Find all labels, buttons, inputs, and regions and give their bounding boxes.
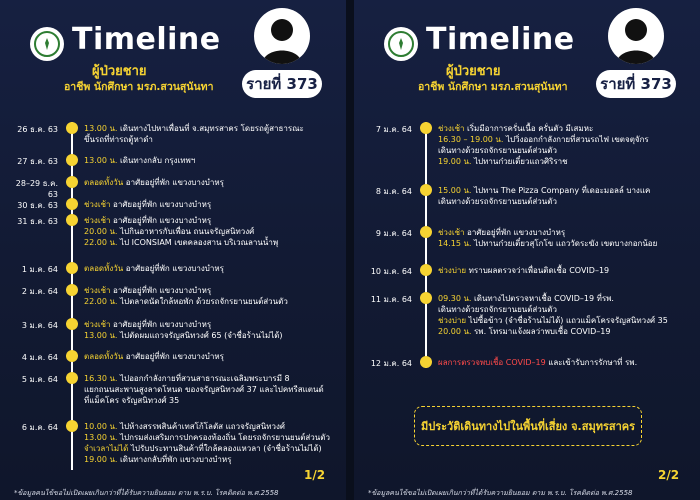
time-highlight: ช่วงเช้า — [84, 216, 111, 225]
description-line — [438, 315, 668, 326]
time-highlight: 16.30 น. — [84, 374, 118, 383]
page-number: 1/2 — [304, 468, 326, 482]
patient-occupation: อาชีพ นักศึกษา มรภ.สวนสุนันทา — [64, 81, 214, 93]
description-line — [84, 454, 330, 465]
timeline-panel-1 — [0, 0, 346, 500]
event-description — [84, 123, 304, 145]
timeline-dot-icon — [420, 122, 432, 134]
timeline-dot-icon — [66, 420, 78, 432]
description-text: อาศัยอยู่ที่พัก แขวงบางบำหรุ — [110, 216, 212, 225]
time-highlight: 09.30 น. — [438, 294, 472, 303]
description-text: ที่แม็คโคร จรัญสนิทวงศ์ 35 — [84, 396, 180, 405]
description-text: ไปออกกำลังกายที่สวนสาธารณะเฉลิมพระบารมี 8 — [117, 374, 290, 383]
description-text: ขึ้นรถที่ท่ารถตู้หาดำ — [84, 135, 153, 144]
event-description — [84, 351, 224, 362]
timeline-dot-icon — [66, 318, 78, 330]
time-highlight: ช่วงเช้า — [84, 320, 111, 329]
event-description — [84, 373, 324, 406]
event-date: 2 ม.ค. 64 — [21, 287, 58, 296]
time-highlight: ช่วงเช้า — [84, 286, 111, 295]
description-line — [84, 432, 330, 443]
description-line — [438, 326, 668, 337]
description-text: อาศัยอยู่ที่พัก แขวงบางบำหรุ — [464, 228, 566, 237]
description-text: ไป ICONSIAM เขตคลองสาน บริเวณลานน้ำพุ — [117, 238, 279, 247]
page-title: Timeline — [426, 22, 575, 57]
timeline-dot-icon — [66, 262, 78, 274]
event-date: 5 ม.ค. 64 — [21, 375, 58, 384]
description-line — [84, 134, 304, 145]
event-description — [438, 123, 649, 167]
event-date: 28–29 ธ.ค. 63 — [15, 179, 58, 199]
description-text: เดินทางกลับที่พัก แขวงบางบำหรุ — [117, 455, 232, 464]
description-text: ไปวิ่งออกกำลังกายที่สวนรถไฟ เขตจตุจักร — [503, 135, 649, 144]
avatar-icon — [254, 8, 310, 64]
event-date: 4 ม.ค. 64 — [21, 353, 58, 362]
event-description — [84, 199, 211, 210]
description-line — [438, 293, 668, 304]
timeline-dot-icon — [66, 372, 78, 384]
event-date: 6 ม.ค. 64 — [21, 423, 58, 432]
timeline-dot-icon — [66, 176, 78, 188]
description-text: เดินทางไปหาเพื่อนที่ จ.สมุทรสาคร โดยรถตู้สาธารณะ — [117, 124, 304, 133]
timeline-dot-icon — [66, 122, 78, 134]
description-line — [84, 351, 224, 362]
event-description — [438, 293, 668, 337]
time-highlight: 13.00 น. — [84, 156, 118, 165]
event-date: 9 ม.ค. 64 — [375, 229, 412, 238]
event-description — [84, 421, 330, 465]
description-line — [84, 237, 278, 248]
timeline-line — [425, 122, 427, 368]
hospital-logo — [30, 27, 64, 61]
event-description — [84, 155, 195, 166]
event-date: 31 ธ.ค. 63 — [17, 217, 58, 226]
case-number-badge: รายที่ 373 — [596, 70, 676, 98]
event-date: 30 ธ.ค. 63 — [17, 201, 58, 210]
description-line — [84, 443, 330, 454]
time-highlight: ช่วงเช้า — [438, 124, 465, 133]
time-highlight: 19.00 น. — [438, 157, 472, 166]
time-highlight: 22.00 น. — [84, 238, 118, 247]
patient-occupation: อาชีพ นักศึกษา มรภ.สวนสุนันทา — [418, 81, 568, 93]
description-text: เดินทางด้วยรถจักรยานยนต์ส่วนตัว — [438, 197, 557, 206]
time-highlight: ช่วงบ่าย — [438, 266, 467, 275]
description-text: ไปตัดผมแถวจรัญสนิทวงศ์ 65 (จำชื่อร้านไม่ได้) — [117, 331, 283, 340]
description-text: อาศัยอยู่ที่พัก แขวงบางบำหรุ — [123, 264, 224, 273]
description-line — [84, 296, 288, 307]
description-line — [438, 123, 649, 134]
time-highlight: ตลอดทั้งวัน — [84, 352, 124, 361]
event-description — [84, 263, 224, 274]
event-description — [84, 319, 283, 341]
event-description — [84, 215, 278, 248]
description-text: อาศัยอยู่ที่พัก แขวงบางบำหรุ — [110, 200, 212, 209]
time-highlight: 16.30 – 19.00 น. — [438, 135, 504, 144]
description-text: ไปทานก๋วยเตี๋ยวสุโกโข แถววัดระฆัง เขตบางกอกน้อย — [471, 239, 658, 248]
timeline-dot-icon — [66, 214, 78, 226]
timeline-dot-icon — [420, 356, 432, 368]
description-line — [84, 384, 324, 395]
description-line — [438, 196, 650, 207]
description-text: ไปตลาดนัดใกล้หอพัก ด้วยรถจักรยานยนต์ส่วนตัว — [117, 297, 288, 306]
timeline-dot-icon — [66, 154, 78, 166]
page-number: 2/2 — [658, 468, 680, 482]
timeline-dot-icon — [420, 184, 432, 196]
event-description — [84, 177, 224, 188]
description-text: ไปทาน The Pizza Company ที่เดอะมอลล์ บางแค — [471, 186, 651, 195]
description-text: และเข้ารับการรักษาที่ รพ. — [545, 358, 638, 367]
description-line — [84, 285, 288, 296]
patient-label: ผู้ป่วยชาย — [446, 64, 501, 79]
timeline-dot-icon — [420, 226, 432, 238]
description-line — [438, 357, 637, 368]
event-description — [438, 265, 609, 276]
time-highlight: ตลอดทั้งวัน — [84, 264, 124, 273]
time-highlight: 19.00 น. — [84, 455, 118, 464]
page-title: Timeline — [72, 22, 221, 57]
description-line — [438, 238, 657, 249]
event-date: 27 ธ.ค. 63 — [17, 157, 58, 166]
event-description — [438, 227, 657, 249]
time-highlight: 13.00 น. — [84, 331, 118, 340]
description-text: ไปกรมส่งเสริมการปกครองท้องถิ่น โดยรถจักรยานยนต์ส่วนตัว — [117, 433, 330, 442]
time-highlight: 20.00 น. — [84, 227, 118, 236]
patient-label: ผู้ป่วยชาย — [92, 64, 147, 79]
event-description — [438, 357, 637, 368]
event-date: 11 ม.ค. 64 — [370, 295, 412, 304]
description-line — [84, 421, 330, 432]
description-line — [84, 373, 324, 384]
event-date: 3 ม.ค. 64 — [21, 321, 58, 330]
event-date: 10 ม.ค. 64 — [370, 267, 412, 276]
description-text: ไปกินอาหารกับเพื่อน ถนนจรัญสนิทวงศ์ — [117, 227, 255, 236]
event-description — [84, 285, 288, 307]
time-highlight: ตลอดทั้งวัน — [84, 178, 124, 187]
timeline-line — [71, 122, 73, 470]
description-line — [438, 304, 668, 315]
time-highlight: 13.00 น. — [84, 433, 118, 442]
description-text: อาศัยอยู่ที่พัก แขวงบางบำหรุ — [110, 286, 212, 295]
description-text: ไปซื้อข้าว (จำชื่อร้านไม่ได้) แถวแม็คโครจรัญสนิทวงศ์ 35 — [466, 316, 668, 325]
description-line — [84, 215, 278, 226]
description-line — [84, 199, 211, 210]
description-line — [438, 145, 649, 156]
description-line — [84, 319, 283, 330]
footnote: *ข้อมูลคนไข้ขอไม่เปิดเผยเกินกว่าที่ได้รับความยินยอม ตาม พ.ร.บ. โรคติดต่อ พ.ศ.2558 — [368, 489, 633, 497]
timeline-dot-icon — [420, 292, 432, 304]
description-text: อาศัยอยู่ที่พัก แขวงบางบำหรุ — [123, 178, 224, 187]
description-text: เดินทางด้วยรถจักรยานยนต์ส่วนตัว — [438, 146, 557, 155]
case-number-badge: รายที่ 373 — [242, 70, 322, 98]
footnote: *ข้อมูลคนไข้ขอไม่เปิดเผยเกินกว่าที่ได้รับความยินยอม ตาม พ.ร.บ. โรคติดต่อ พ.ศ.2558 — [14, 489, 279, 497]
time-highlight: ช่วงบ่าย — [438, 316, 467, 325]
description-text: ไปทานก๋วยเตี๋ยวแถวศิริราช — [471, 157, 568, 166]
description-line — [84, 263, 224, 274]
description-line — [84, 226, 278, 237]
time-highlight: 10.00 น. — [84, 422, 118, 431]
description-line — [438, 156, 649, 167]
description-text: เริ่มมีอาการครั่นเนื้อ ครั่นตัว มีเสมหะ — [464, 124, 594, 133]
time-highlight: 22.00 น. — [84, 297, 118, 306]
event-date: 12 ม.ค. 64 — [370, 359, 412, 368]
time-highlight: 15.00 น. — [438, 186, 472, 195]
avatar-icon — [608, 8, 664, 64]
description-text: ไปรับประทานสินค้าที่ใกล้คลองแหวลา (จำชื่อร้านไม่ได้) — [128, 444, 322, 453]
time-highlight: 13.00 น. — [84, 124, 118, 133]
timeline-panel-2 — [354, 0, 700, 500]
description-line — [84, 123, 304, 134]
description-text: เดินทางกลับ กรุงเทพฯ — [117, 156, 196, 165]
time-highlight: ช่วงเช้า — [438, 228, 465, 237]
description-text: ทราบผลตรวจว่าเพื่อนติดเชื้อ COVID–19 — [466, 266, 610, 275]
time-highlight: จำเวลาไม่ได้ — [84, 444, 129, 453]
panel-divider — [346, 0, 354, 500]
event-date: 7 ม.ค. 64 — [375, 125, 412, 134]
description-text: เดินทางไปตรวจหาเชื้อ COVID–19 ที่รพ. — [471, 294, 614, 303]
risk-area-alert: มีประวัติเดินทางไปในพื้นที่เสี่ยง จ.สมุทรสาคร — [414, 406, 642, 446]
description-text: แยกถนนสะพานสูงลาดโหนด ของจรัญสนิทวงศ์ 37 และไปคทรีสแตนด์ — [84, 385, 324, 394]
description-text: รพ. โทรมาแจ้งผลว่าพบเชื้อ COVID–19 — [471, 327, 611, 336]
event-date: 1 ม.ค. 64 — [21, 265, 58, 274]
description-line — [84, 395, 324, 406]
description-line — [438, 265, 609, 276]
description-line — [84, 330, 283, 341]
event-date: 8 ม.ค. 64 — [375, 187, 412, 196]
description-text: เดินทางด้วยรถจักรยานยนต์ส่วนตัว — [438, 305, 557, 314]
timeline-dot-icon — [420, 264, 432, 276]
timeline-dot-icon — [66, 284, 78, 296]
description-text: ไปห้างสรรพสินค้าเทสโก้โลตัส แถวจรัญสนิทวงศ์ — [117, 422, 285, 431]
description-line — [438, 227, 657, 238]
timeline-dot-icon — [66, 350, 78, 362]
event-description — [438, 185, 650, 207]
hospital-logo — [384, 27, 418, 61]
description-text: อาศัยอยู่ที่พัก แขวงบางบำหรุ — [110, 320, 212, 329]
time-highlight: ช่วงเช้า — [84, 200, 111, 209]
description-text: อาศัยอยู่ที่พัก แขวงบางบำหรุ — [123, 352, 224, 361]
event-date: 26 ธ.ค. 63 — [17, 125, 58, 134]
time-highlight: 14.15 น. — [438, 239, 472, 248]
description-line — [84, 155, 195, 166]
time-highlight: 20.00 น. — [438, 327, 472, 336]
description-line — [438, 134, 649, 145]
description-line — [438, 185, 650, 196]
description-line — [84, 177, 224, 188]
timeline-dot-icon — [66, 198, 78, 210]
time-highlight: ผลการตรวจพบเชื้อ COVID–19 — [438, 358, 546, 367]
